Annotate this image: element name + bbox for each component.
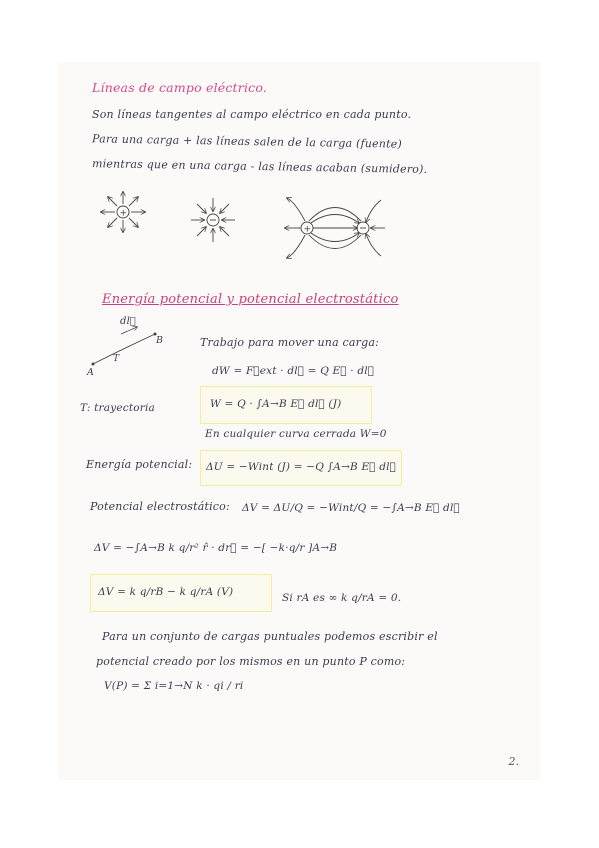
text-line: Son líneas tangentes al campo eléctrico en cada punto. xyxy=(92,108,412,121)
trajectory-diagram xyxy=(85,318,175,378)
dipole-field-icon xyxy=(285,198,385,258)
trajectory-description: T: trayectoria xyxy=(80,402,156,414)
text-line: mientras que en una carga - las líneas acaban (sumidero). xyxy=(91,157,428,176)
energy-label: Energía potencial: xyxy=(86,458,193,471)
differential-vector-arrow xyxy=(121,327,137,334)
equation-potential: ΔV = ΔU/Q = −Wint/Q = −∫A→B E⃗ dl⃗ xyxy=(242,502,460,514)
equation-dv-result: ΔV = k q/rB − k q/rA (V) xyxy=(98,586,234,598)
equation-energy: ΔU = −Wint (J) = −Q ∫A→B E⃗ dl⃗ xyxy=(206,461,396,473)
equation-dv-integral: ΔV = −∫A→B k q/r² r̂ · dr⃗ = −[ −k·q/r ]A→B xyxy=(94,542,338,554)
negative-charge-icon xyxy=(191,198,235,242)
vector-label: dl⃗ xyxy=(120,316,137,327)
field-lines-diagram xyxy=(95,192,435,267)
page-number: 2. xyxy=(508,755,519,768)
work-text: Trabajo para mover una carga: xyxy=(200,336,380,349)
closing-text: potencial creado por los mismos en un punto P como: xyxy=(96,655,406,668)
limit-note: Si rA es ∞ k q/rA = 0. xyxy=(282,592,402,604)
point-a-label: A xyxy=(87,367,95,378)
equation-sum: V(P) = Σ i=1→N k · qi / ri xyxy=(104,680,244,692)
closing-text: Para un conjunto de cargas puntuales podemos escribir el xyxy=(102,630,438,643)
point-b-label: B xyxy=(156,335,164,346)
trajectory-curve xyxy=(93,334,155,364)
equation-work: W = Q · ∫A→B E⃗ dl⃗ (J) xyxy=(210,398,342,410)
equation-dw: dW = F⃗ext · dl⃗ = Q E⃗ · dl⃗ xyxy=(212,365,375,377)
trajectory-label: T xyxy=(113,354,120,364)
closed-curve-note: En cualquier curva cerrada W=0 xyxy=(205,428,387,440)
potential-label: Potencial electrostático: xyxy=(90,500,230,513)
svg-text:+: + xyxy=(303,224,312,235)
positive-charge-icon xyxy=(101,192,145,232)
section-title-field-lines: Líneas de campo eléctrico. xyxy=(92,80,268,95)
point-a-dot xyxy=(92,363,95,366)
text-line: Para una carga + las líneas salen de la carga (fuente) xyxy=(91,132,402,151)
svg-text:+: + xyxy=(119,208,128,219)
section-title-potential-energy: Energía potencial y potencial electrostático xyxy=(102,292,399,307)
